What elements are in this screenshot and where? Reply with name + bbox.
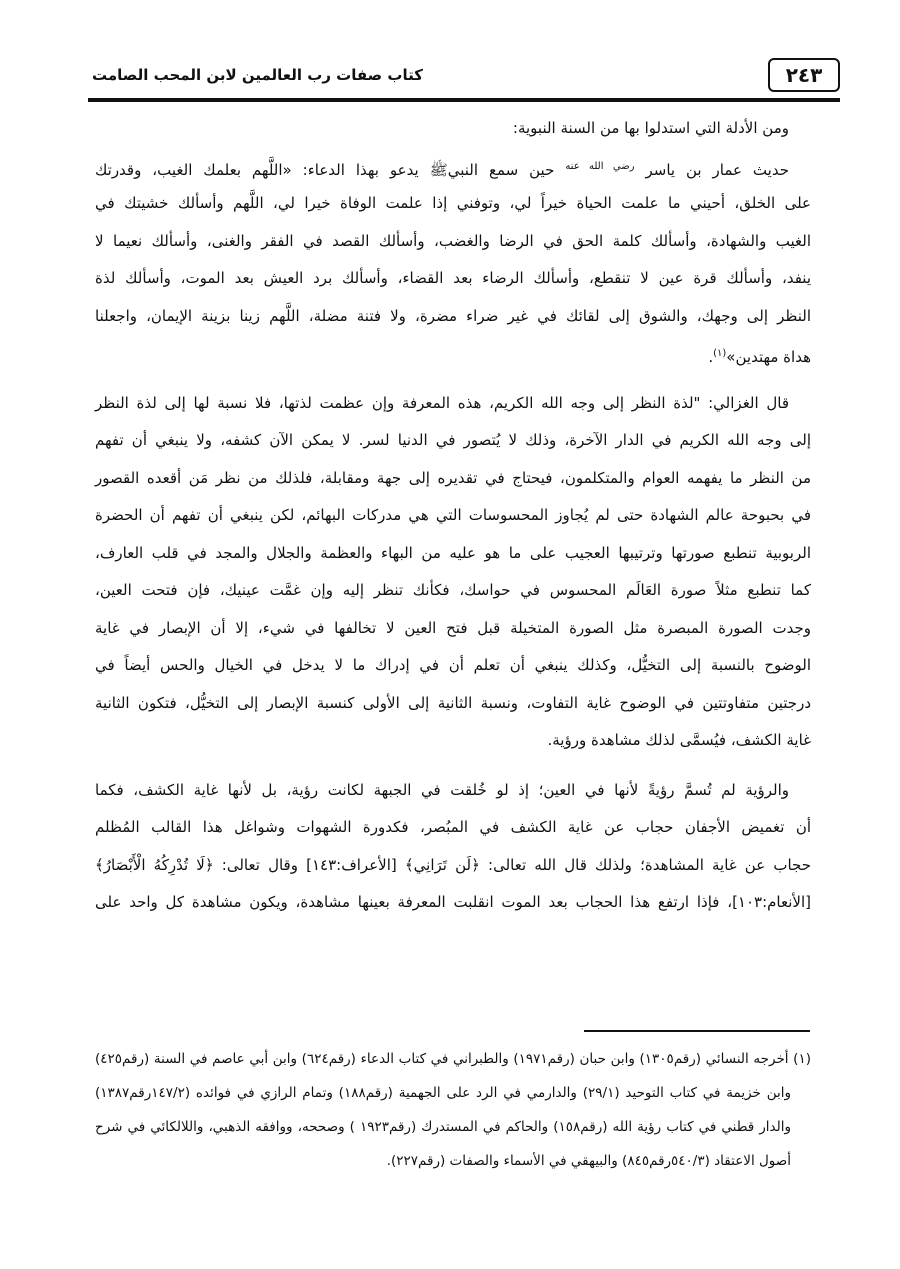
page-header [88,52,840,100]
text-line: على الخلق، أحيني ما علمت الحياة خيراً لي، وتوفني إذا علمت الوفاة خيرا لي، اللَّهم وأسألك خشيتك في [95,194,811,212]
text-line: الغيب والشهادة، وأسألك كلمة الحق في الرضا والغضب، وأسألك القصد في الفقر والغنى، وأسألك نعيما لا [95,231,811,250]
footnote-ref[interactable]: (١) [713,348,727,359]
footnote-separator [584,1030,810,1032]
text-segment: حين سمع النبي [447,160,555,179]
text-segment: حديث عمار بن ياسر [645,160,789,179]
footnotes [95,1042,811,1178]
text-line: أن تغميض الأجفان حجاب عن غاية الكشف في المبُصر، فكدورة الشهوات وشواغل هذا القالب المُظلم [95,818,811,836]
paragraph-hadith [95,148,811,373]
paragraph-ruya [95,772,811,922]
running-title: كتاب صفات رب العالمين لابن المحب الصامت [92,66,423,84]
text-segment: . [708,348,714,366]
text-line: إلى وجه الله الكريم في الدار الآخرة، وذلك لا يُتصور في الدنيا لسر. لا يمكن الآن كشفه، ولا ينبغي أن تفهم [95,431,811,449]
intro-line: ومن الأدلة التي استدلوا بها من السنة النبوية: [512,119,789,137]
text-line: النظر إلى وجهك، والشوق إلى لقائك في غير ضراء مضرة، ولا فتنة مضلة، اللَّهم زينا بزينة الإيمان، واجعلنا [95,306,811,325]
honorific-radiallahu: رضي الله عنه [565,160,635,172]
text-line [95,335,811,373]
text-line: والرؤية لم تُسمَّ رؤيةً لأنها في العين؛ إذ لو خُلقت في الجبهة لكانت رؤية، بل لأنها غاية الكشف، فكما [95,780,789,799]
text-line: الوضوح بالنسبة إلى التخيُّل، وكذلك ينبغي أن تعلم أن في إدراك ما لا يدخل في الخيال والحس أيضاً في [95,656,811,674]
text-line: حجاب عن غاية المشاهدة؛ ولذلك قال الله تعالى: ﴿لَن تَرَانِي﴾ [الأعراف:١٤٣] وقال تعالى: ﴿لَا تُدْرِكُهُ الْأَبْصَارُ﴾ [95,855,811,874]
footnote-line: أصول الاعتقاد (٥٤٠/٣رقم٨٤٥) والبيهقي في الأسماء والصفات (رقم٢٢٧). [386,1153,791,1169]
text-line: وجدت الصورة المبصرة مثل الصورة المتخيلة قبل فتح العين لا تخالفها في شيء، إلا أن الإبصار في غاية [95,618,811,637]
footnote-line: والدار قطني في كتاب رؤية الله (رقم١٥٨) والحاكم في المستدرك (رقم١٩٢٣ ) وصححه، ووافقه الذهبي، واللالكائي في شرح [95,1119,792,1135]
text-line: في بحبوحة عالم الشهادة حتى لم يُجاوز المحسوسات التي هي مدركات البهائم، لكن ينبغي أن تفهم أن الحضرة [95,506,811,524]
header-rule [88,98,840,102]
footnote-line: (١) أخرجه النسائي (رقم١٣٠٥) وابن حبان (رقم١٩٧١) والطبراني في كتاب الدعاء (رقم٦٢٤) وابن أبي عاصم في السنة (رقم٤٢٥) [95,1051,811,1067]
text-line: من النظر ما يفهمه العوام والمتكلمون، فيحتاج في تقديره إلى جهة ومقابلة، فلذلك من نظر مَن أقعده القصور [95,468,811,487]
text-line: الربوبية تنطبع صورتها وترتيبها العجيب على ما هو عليه من البهاء والعظمة والجلال والمجد في قلب العارف، [95,543,811,562]
text-line: [الأنعام:١٠٣]، فإذا ارتفع هذا الحجاب بعد الموت انقلبت المعرفة بعينها مشاهدة، ويكون مشاهدة كل واحد على [95,893,811,911]
footnote-line: وابن خزيمة في كتاب التوحيد (٢٩/١) والدارمي في الرد على الجهمية (رقم١٨٨) وتمام الرازي في فوائده (١٤٧/٢رقم١٣٨٧) [95,1085,791,1101]
honorific-salla: ﷺ [429,160,448,179]
text-line: غاية الكشف، فيُسمَّى لذلك مشاهدة ورؤية. [547,731,811,749]
text-segment: هداة مهتدين» [726,348,811,366]
text-line: قال الغزالي: "لذة النظر إلى وجه الله الكريم، هذه المعرفة وإن عظمت لذتها، فلا نسبة لها إلى لذة النظر [95,393,789,412]
text-line [95,148,811,186]
text-line: درجتين متفاوتتين في الوضوح غاية التفاوت، ونسبة الثانية إلى الأولى كنسبة الإبصار إلى التخيُّل، فتكون الثانية [95,693,811,712]
paragraph-ghazali [95,385,811,760]
text-segment: يدعو بهذا الدعاء: «اللَّهم بعلمك الغيب، وقدرتك [95,160,419,179]
main-text [95,110,811,922]
text-line: ينفد، وأسألك قرة عين لا تنقطع، وأسألك الرضاء بعد القضاء، وأسألك برد العيش بعد الموت، وأسألك لذة [95,269,811,287]
text-line: كما تنطبع مثلاً صورة العَالَم المحسوس في حواسك، فكأنك تنظر إليه وإن غمَّت عينيك، فإن فتحت العين، [95,581,811,599]
page-number: ٢٤٣ [768,58,840,92]
